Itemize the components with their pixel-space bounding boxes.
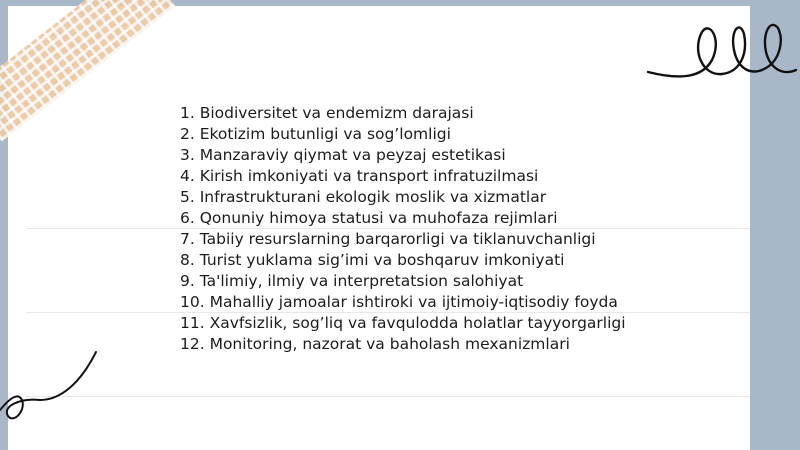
list-item: 6. Qonuniy himoya statusi va muhofaza rejimlari — [180, 209, 558, 227]
list-item: 10. Mahalliy jamoalar ishtiroki va ijtimoiy-iqtisodiy foyda — [180, 293, 618, 311]
list-item: 9. Ta'limiy, ilmiy va interpretatsion salohiyat — [180, 272, 524, 290]
loop-scribble-bottom-left — [0, 348, 110, 428]
loop-scribble-top-right — [640, 10, 800, 90]
list-item: 8. Turist yuklama sig’imi va boshqaruv imkoniyati — [180, 251, 565, 269]
list-item: 11. Xavfsizlik, sog’liq va favqulodda holatlar tayyorgarligi — [180, 314, 626, 332]
list-item: 12. Monitoring, nazorat va baholash mexanizmlari — [180, 335, 570, 353]
list-item: 5. Infrastrukturani ekologik moslik va xizmatlar — [180, 188, 547, 206]
ruled-line — [26, 396, 750, 397]
criteria-list — [180, 103, 630, 355]
list-item: 1. Biodiversitet va endemizm darajasi — [180, 104, 474, 122]
list-item: 4. Kirish imkoniyati va transport infratuzilmasi — [180, 167, 539, 185]
list-item: 2. Ekotizim butunligi va sog’lomligi — [180, 125, 451, 143]
list-item: 7. Tabiiy resurslarning barqarorligi va tiklanuvchanligi — [180, 230, 596, 248]
list-item: 3. Manzaraviy qiymat va peyzaj estetikasi — [180, 146, 506, 164]
